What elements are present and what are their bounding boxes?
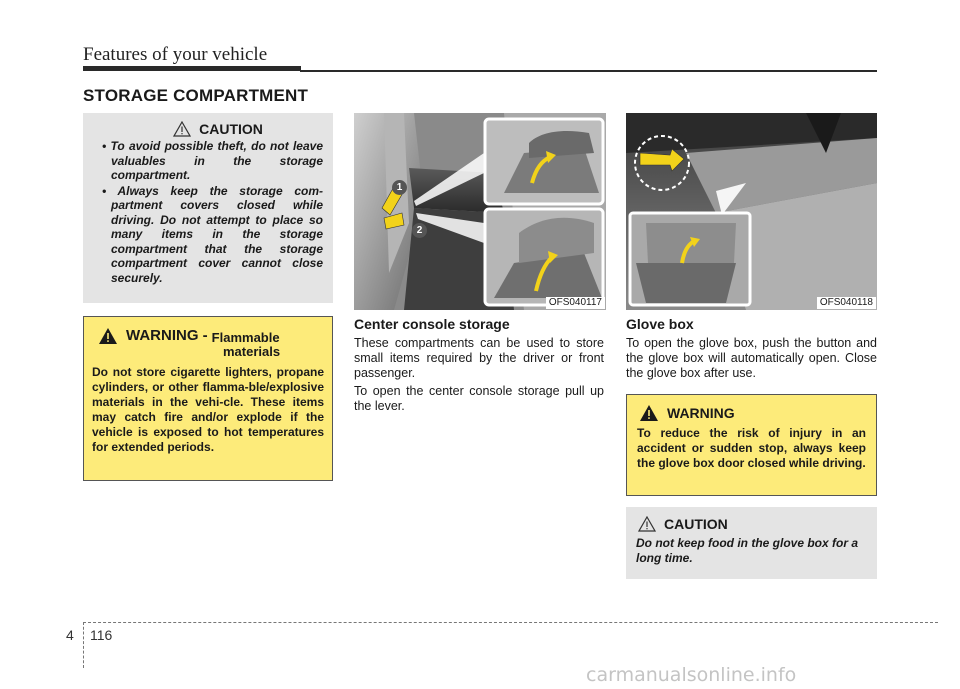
warning-heading-sub2: materials bbox=[223, 344, 281, 359]
warning-text: To reduce the risk of injury in an accident or sudden stop, always keep the glove box door closed while driving. bbox=[637, 426, 866, 470]
warning-triangle-icon bbox=[98, 327, 118, 345]
footer-divider bbox=[83, 622, 84, 668]
image-label: OFS040117 bbox=[546, 297, 605, 309]
warning-heading-text: WARNING - bbox=[126, 327, 208, 344]
caution-heading bbox=[113, 121, 323, 137]
warning-heading bbox=[639, 404, 866, 422]
caution-triangle-icon bbox=[638, 516, 656, 532]
footer-rule bbox=[83, 622, 938, 623]
caution-box-right bbox=[626, 507, 877, 579]
center-console-para-1: These compartments can be used to store small items required by the driver or front passenger. bbox=[354, 336, 604, 380]
page-number: 116 bbox=[90, 627, 113, 643]
image-label: OFS040118 bbox=[817, 297, 876, 309]
glove-box-illustration bbox=[626, 113, 877, 310]
warning-triangle-icon bbox=[639, 404, 659, 422]
watermark: carmanualsonline.info bbox=[586, 664, 797, 686]
center-console-image bbox=[354, 113, 606, 310]
center-console-heading: Center console storage bbox=[354, 316, 510, 332]
callout-2: 2 bbox=[412, 223, 427, 238]
caution-list bbox=[93, 139, 323, 285]
page-chapter: 4 bbox=[66, 627, 74, 643]
callout-1: 1 bbox=[392, 180, 407, 195]
warning-heading-sub: Flammable bbox=[211, 330, 280, 345]
glove-box-image bbox=[626, 113, 877, 310]
center-console-para-2: To open the center console storage pull up the lever. bbox=[354, 384, 604, 413]
caution-box-left bbox=[83, 113, 333, 303]
caution-heading-text: CAUTION bbox=[199, 121, 263, 137]
glove-box-heading: Glove box bbox=[626, 316, 694, 332]
caution-item: • To avoid possible theft, do not leave valuables in the storage compartment. bbox=[102, 139, 323, 182]
header-rule bbox=[83, 66, 301, 71]
warning-text: Do not store cigarette lighters, propane cylinders, or other flamma-ble/explosive materials in the vehi-cle. These items may catch fire and/or explode if the vehicle is exposed to hot temperatures for extended periods. bbox=[92, 365, 324, 454]
caution-triangle-icon bbox=[173, 121, 191, 137]
caution-item: • Always keep the storage com-partment covers closed while driving. Do not attempt to place so many items in the storage compartment that the storage compartment cover cannot close securely. bbox=[102, 183, 323, 285]
caution-heading bbox=[638, 516, 867, 532]
section-title: STORAGE COMPARTMENT bbox=[83, 86, 309, 105]
center-console-illustration bbox=[354, 113, 606, 310]
warning-box-right bbox=[626, 394, 877, 496]
caution-text: Do not keep food in the glove box for a long time. bbox=[636, 536, 859, 565]
caution-heading-text: CAUTION bbox=[664, 516, 728, 532]
glove-box-para-1: To open the glove box, push the button and the glove box will automatically open. Close the glove box after use. bbox=[626, 336, 877, 380]
header-title: Features of your vehicle bbox=[83, 44, 268, 65]
header-rule-thin bbox=[300, 70, 877, 72]
warning-heading-text: WARNING bbox=[667, 405, 735, 421]
warning-box-left bbox=[83, 316, 333, 481]
